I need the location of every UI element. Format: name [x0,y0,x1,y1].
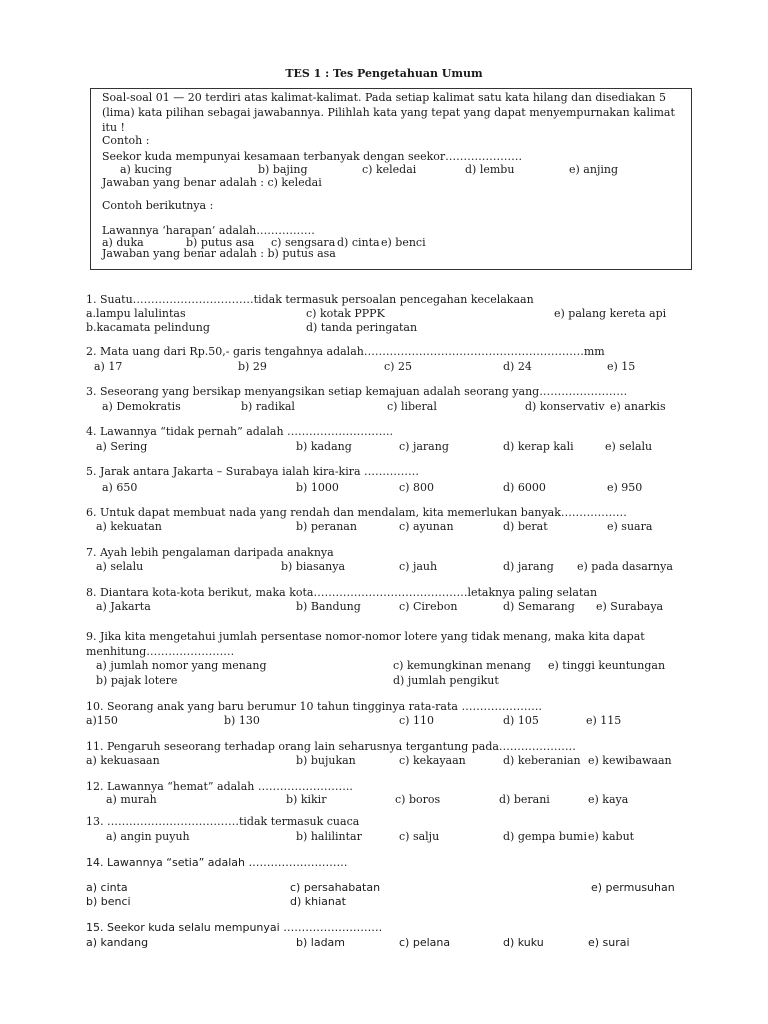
question-14: 14. Lawannya “setia” adalah ……………………… [86,856,348,869]
q7-option-b: b) biasanya [281,560,346,573]
question-3: 3. Seseorang yang bersikap menyangsikan setiap kemajuan adalah seorang yang…………………… [86,385,628,398]
example-option-c: c) keledai [362,163,417,176]
q14-option-b: b) benci [86,895,131,908]
q13-option-e: e) kabut [588,830,635,843]
q1-option-d: d) tanda peringatan [306,321,418,334]
q2-option-b: b) 29 [238,360,267,373]
next-example-question: Lawannya ‘harapan’ adalah……………. [102,224,315,237]
q13-option-d: d) gempa bumi [503,830,587,843]
example-option-a: a) kucing [120,163,172,176]
q14-option-c: c) persahabatan [290,881,381,894]
q6-option-d: d) berat [503,520,548,533]
q10-option-a: a)150 [86,714,118,727]
question-6: 6. Untuk dapat membuat nada yang rendah dan mendalam, kita memerlukan banyak……………… [86,506,627,519]
example-label: Contoh : [102,134,150,147]
q2-option-a: a) 17 [94,360,123,373]
next-example-option-c: c) sengsara [271,236,336,249]
question-5: 5. Jarak antara Jakarta – Surabaya ialah kira-kira …………… [86,465,420,478]
next-example-option-e: e) benci [381,236,426,249]
q11-option-d: d) keberanian [503,754,581,767]
q2-option-e: e) 15 [607,360,636,373]
question-10: 10. Seorang anak yang baru berumur 10 tahun tingginya rata-rata …………………. [86,700,542,713]
q4-option-e: e) selalu [605,440,653,453]
question-9: 9. Jika kita mengetahui jumlah persentase nomor-nomor lotere yang tidak menang, maka kita dapat [86,630,645,643]
q15-option-b: b) ladam [296,936,346,949]
q2-option-c: c) 25 [384,360,412,373]
next-example-option-d: d) cinta [337,236,380,249]
example-option-b: b) bajing [258,163,308,176]
q4-option-b: b) kadang [296,440,352,453]
q8-option-a: a) Jakarta [96,600,151,613]
q11-option-c: c) kekayaan [399,754,466,767]
question-15: 15. Seekor kuda selalu mempunyai ……………………… [86,921,383,934]
q11-option-a: a) kekuasaan [86,754,160,767]
q12-option-e: e) kaya [588,793,629,806]
q14-option-d: d) khianat [290,895,346,908]
q6-option-a: a) kekuatan [96,520,162,533]
q13-option-b: b) halilintar [296,830,362,843]
q11-option-b: b) bujukan [296,754,356,767]
q12-option-a: a) murah [106,793,157,806]
q9-option-e: e) tinggi keuntungan [548,659,666,672]
q9-option-a: a) jumlah nomor yang menang [96,659,267,672]
question-13: 13. ………………………………tidak termasuk cuaca [86,815,360,828]
q14-option-a: a) cinta [86,881,128,894]
question-4: 4. Lawannya “tidak pernah” adalah ……………………….. [86,425,394,438]
q5-option-a: a) 650 [102,481,138,494]
instructions-line-1: Soal-soal 01 — 20 terdiri atas kalimat-kalimat. Pada setiap kalimat satu kata hilang dan disediakan 5 [102,91,666,104]
q4-option-a: a) Sering [96,440,148,453]
q10-option-b: b) 130 [224,714,260,727]
q5-option-b: b) 1000 [296,481,339,494]
q5-option-c: c) 800 [399,481,434,494]
q6-option-e: e) suara [607,520,653,533]
question-7: 7. Ayah lebih pengalaman daripada anaknya [86,546,334,559]
q9-option-d: d) jumlah pengikut [393,674,499,687]
q8-option-c: c) Cirebon [399,600,458,613]
example-question: Seekor kuda mempunyai kesamaan terbanyak dengan seekor………………… [102,150,523,163]
q7-option-c: c) jauh [399,560,438,573]
instructions-line-2: (lima) kata pilihan sebagai jawabannya. Pilihlah kata yang tepat yang dapat menyempurnakan kalimat [102,106,675,119]
example-option-d: d) lembu [465,163,515,176]
q10-option-e: e) 115 [586,714,622,727]
q5-option-d: d) 6000 [503,481,546,494]
q10-option-c: c) 110 [399,714,434,727]
q8-option-b: b) Bandung [296,600,361,613]
example-option-e: e) anjing [569,163,618,176]
q12-option-c: c) boros [395,793,441,806]
q10-option-d: d) 105 [503,714,539,727]
question-2: 2. Mata uang dari Rp.50,- garis tengahnya adalah……………………………………………………mm [86,345,605,358]
q14-option-e: e) permusuhan [591,881,675,894]
q15-option-e: e) surai [588,936,630,949]
next-example-label: Contoh berikutnya : [102,199,214,212]
q15-option-c: c) pelana [399,936,451,949]
example-answer: Jawaban yang benar adalah : c) keledai [102,176,322,189]
q12-option-b: b) kikir [286,793,327,806]
q1-option-c: c) kotak PPPK [306,307,385,320]
q8-option-d: d) Semarang [503,600,575,613]
q3-option-c: c) liberal [387,400,437,413]
q15-option-d: d) kuku [503,936,544,949]
q5-option-e: e) 950 [607,481,643,494]
question-11: 11. Pengaruh seseorang terhadap orang lain seharusnya tergantung pada………………… [86,740,576,753]
q3-option-b: b) radikal [241,400,295,413]
q1-option-e: e) palang kereta api [554,307,667,320]
q7-option-d: d) jarang [503,560,554,573]
question-1: 1. Suatu……………………………tidak termasuk persoalan pencegahan kecelakaan [86,293,534,306]
question-8: 8. Diantara kota-kota berikut, maka kota……………………………………letaknya paling selatan [86,586,598,599]
q9-option-c: c) kemungkinan menang [393,659,531,672]
q7-option-a: a) selalu [96,560,144,573]
q13-option-c: c) salju [399,830,440,843]
q9-option-b: b) pajak lotere [96,674,178,687]
q2-option-d: d) 24 [503,360,532,373]
next-example-option-a: a) duka [102,236,144,249]
q4-option-d: d) kerap kali [503,440,574,453]
q1-option-a: a.lampu lalulintas [86,307,186,320]
q3-option-e: e) anarkis [610,400,666,413]
q6-option-b: b) peranan [296,520,357,533]
next-example-answer: Jawaban yang benar adalah : b) putus asa [102,247,336,260]
q7-option-e: e) pada dasarnya [577,560,673,573]
q3-option-a: a) Demokratis [102,400,181,413]
page-title: TES 1 : Tes Pengetahuan Umum [285,67,483,80]
next-example-option-b: b) putus asa [186,236,255,249]
q8-option-e: e) Surabaya [596,600,664,613]
question-9-continued: menhitung…………………… [86,645,235,658]
q6-option-c: c) ayunan [399,520,454,533]
q1-option-b: b.kacamata pelindung [86,321,210,334]
instructions-line-3: itu ! [102,121,125,134]
q3-option-d: d) konservativ [525,400,605,413]
q12-option-d: d) berani [499,793,550,806]
q11-option-e: e) kewibawaan [588,754,672,767]
q13-option-a: a) angin puyuh [106,830,190,843]
q15-option-a: a) kandang [86,936,149,949]
q4-option-c: c) jarang [399,440,449,453]
question-12: 12. Lawannya “hemat” adalah …………………….. [86,780,353,793]
